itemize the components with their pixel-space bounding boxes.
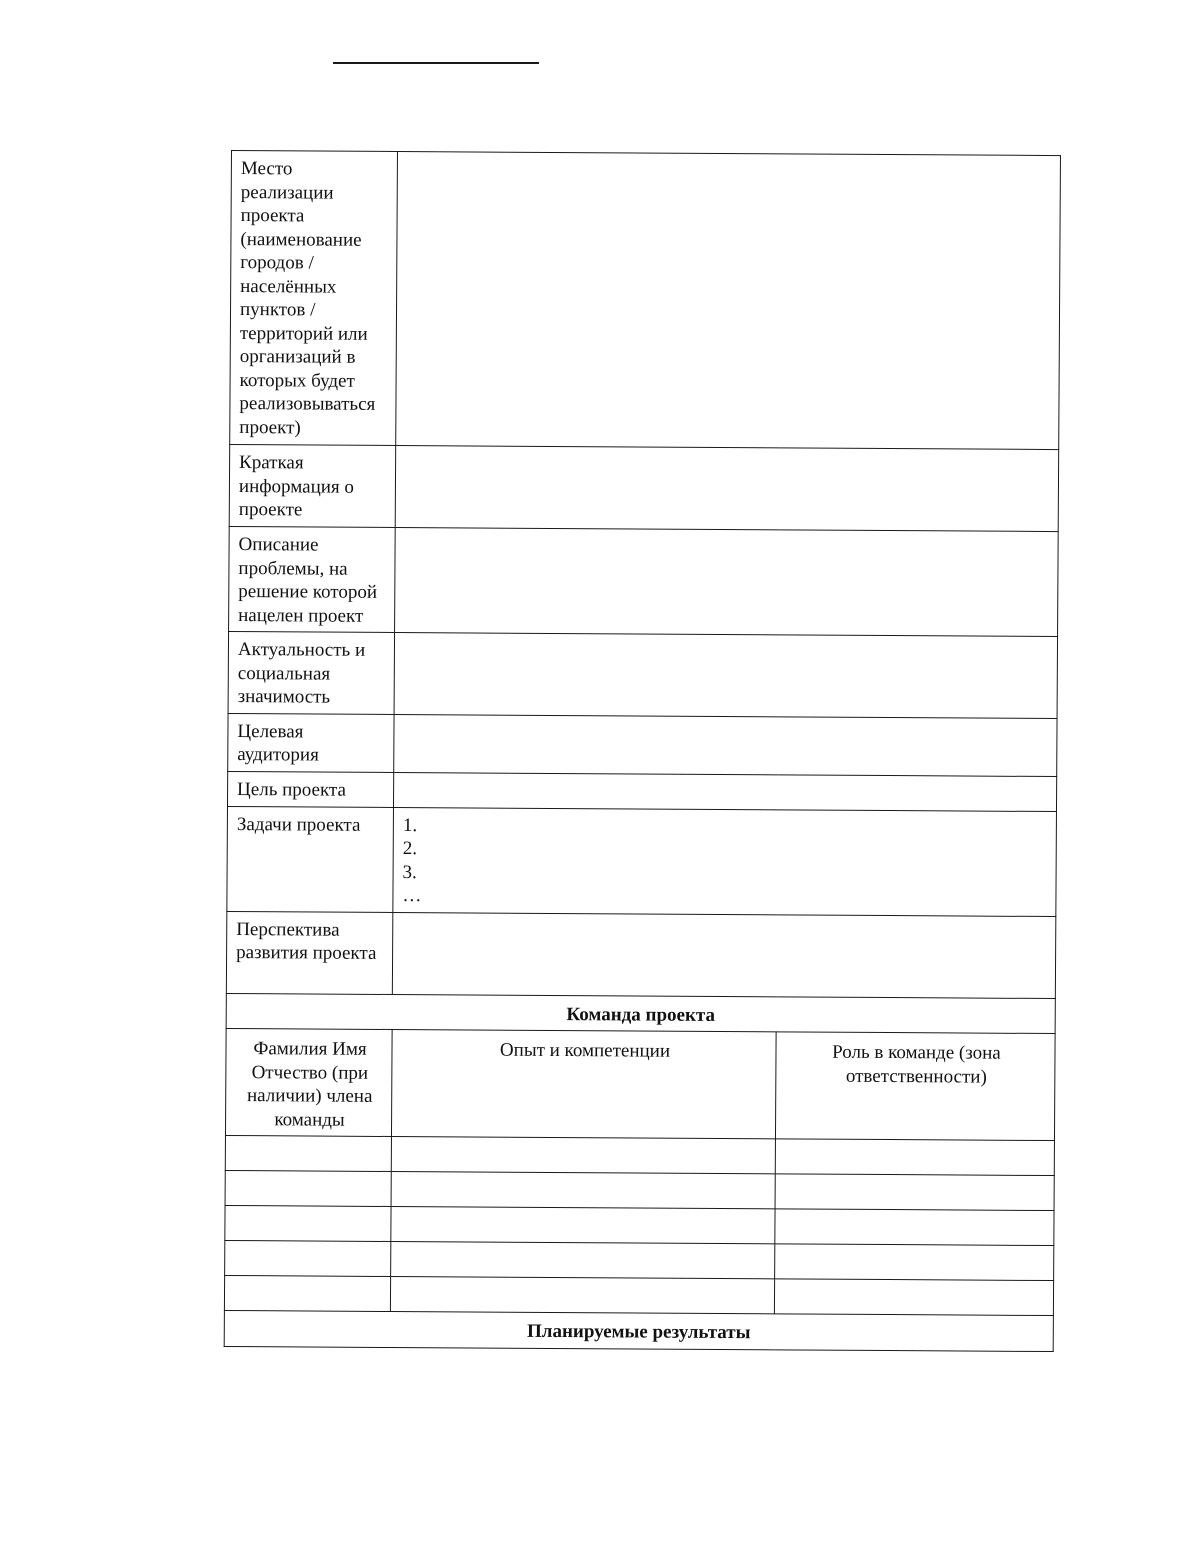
team-cell-role[interactable] bbox=[775, 1174, 1054, 1211]
team-cell-role[interactable] bbox=[775, 1139, 1054, 1176]
label-target-audience: Целевая аудитория bbox=[228, 713, 394, 772]
label-brief-info: Краткая информация о проекте bbox=[229, 444, 395, 527]
row-brief-info bbox=[229, 444, 1058, 531]
field-target-audience[interactable] bbox=[394, 714, 1057, 776]
label-tasks: Задачи проекта bbox=[227, 806, 394, 912]
team-cell-role[interactable] bbox=[775, 1209, 1054, 1246]
team-cell-experience[interactable] bbox=[391, 1136, 775, 1173]
task-item-2: 2. bbox=[402, 838, 418, 860]
field-tasks[interactable] bbox=[393, 807, 1057, 916]
team-row bbox=[225, 1170, 1054, 1210]
label-location: Место реализации проекта (наименование городов / населённых пунктов / территорий или организаций в которых будет реализовываться проект) bbox=[230, 151, 398, 446]
team-cell-experience[interactable] bbox=[391, 1241, 775, 1278]
team-header-role: Роль в команде (зона ответственности) bbox=[775, 1032, 1055, 1141]
team-section-title: Команда проекта bbox=[226, 993, 1055, 1034]
team-header-experience: Опыт и компетенции bbox=[391, 1030, 776, 1139]
team-cell-experience[interactable] bbox=[391, 1171, 775, 1208]
team-cell-experience[interactable] bbox=[391, 1206, 775, 1243]
team-cell-experience[interactable] bbox=[390, 1276, 774, 1313]
field-goal[interactable] bbox=[393, 772, 1056, 811]
team-header-name: Фамилия Имя Отчество (при наличии) члена команды bbox=[225, 1028, 392, 1136]
team-cell-role[interactable] bbox=[775, 1244, 1054, 1281]
team-row bbox=[225, 1240, 1054, 1280]
row-location bbox=[230, 151, 1061, 450]
row-relevance bbox=[228, 631, 1057, 718]
team-cell-name[interactable] bbox=[225, 1205, 391, 1241]
label-problem: Описание проблемы, на решение которой нацелен проект bbox=[229, 526, 396, 632]
team-row bbox=[224, 1275, 1053, 1315]
team-cell-role[interactable] bbox=[774, 1279, 1053, 1316]
team-cell-name[interactable] bbox=[225, 1135, 391, 1171]
row-target-audience bbox=[228, 713, 1057, 776]
task-item-3: 3. bbox=[402, 861, 417, 883]
row-perspective bbox=[226, 911, 1055, 998]
row-team-title bbox=[226, 993, 1055, 1034]
team-row bbox=[225, 1205, 1054, 1245]
task-item-1: 1. bbox=[402, 814, 418, 836]
row-goal bbox=[227, 771, 1056, 811]
team-row bbox=[225, 1135, 1054, 1175]
row-team-header bbox=[225, 1028, 1055, 1140]
signature-line bbox=[333, 62, 539, 64]
label-relevance: Актуальность и социальная значимость bbox=[228, 631, 394, 714]
project-form-table bbox=[224, 150, 1061, 1352]
label-goal: Цель проекта bbox=[227, 771, 393, 807]
row-results-title bbox=[224, 1310, 1053, 1351]
task-item-more: … bbox=[402, 885, 422, 907]
row-problem bbox=[229, 526, 1059, 636]
field-relevance[interactable] bbox=[394, 633, 1057, 719]
field-perspective[interactable] bbox=[392, 912, 1055, 998]
label-perspective: Перспектива развития проекта bbox=[226, 911, 392, 994]
results-section-title: Планируемые результаты bbox=[224, 1310, 1053, 1351]
row-tasks bbox=[227, 806, 1057, 916]
field-location[interactable] bbox=[396, 152, 1061, 450]
field-brief-info[interactable] bbox=[395, 446, 1058, 532]
field-problem[interactable] bbox=[395, 528, 1059, 637]
team-cell-name[interactable] bbox=[225, 1170, 391, 1206]
team-cell-name[interactable] bbox=[225, 1240, 391, 1276]
team-cell-name[interactable] bbox=[224, 1275, 390, 1311]
